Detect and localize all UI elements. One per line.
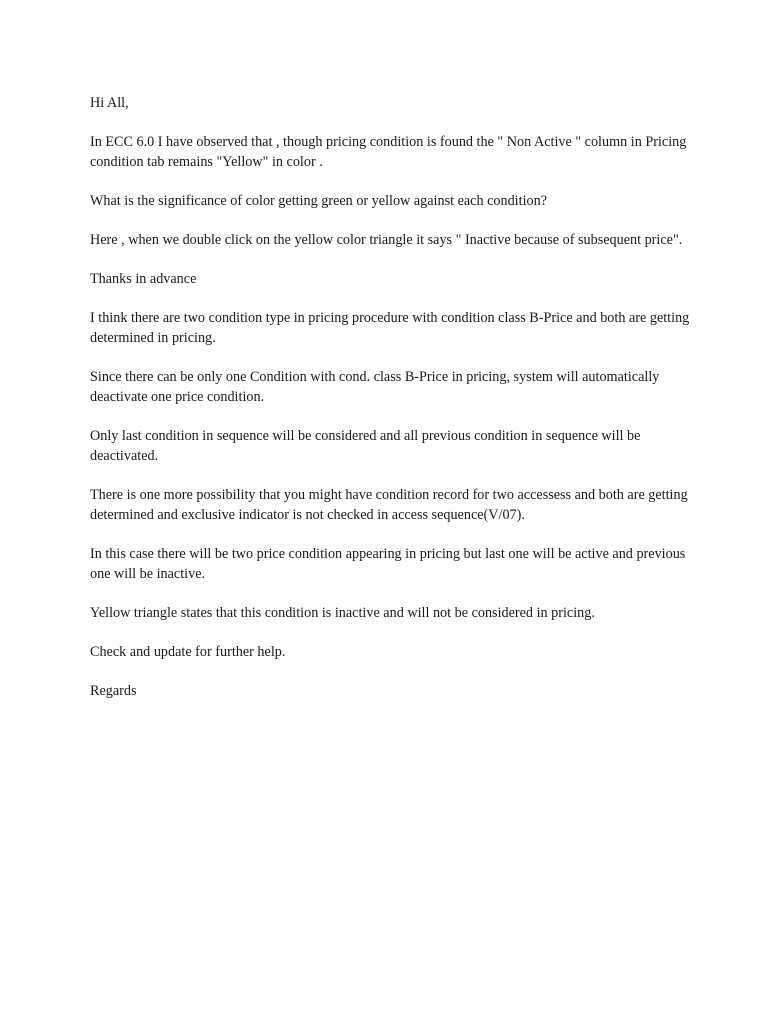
question-paragraph: Here , when we double click on the yellow color triangle it says " Inactive because of subsequent price". xyxy=(90,232,683,248)
answer-paragraph: I think there are two condition type in pricing procedure with condition class B-Price and both are getting determined in pricing. xyxy=(90,310,690,346)
greeting: Hi All, xyxy=(90,95,129,111)
question-paragraph: What is the significance of color getting green or yellow against each condition? xyxy=(90,193,547,209)
answer-paragraph: Check and update for further help. xyxy=(90,644,286,660)
answer-paragraph: Yellow triangle states that this condition is inactive and will not be considered in pricing. xyxy=(90,605,595,621)
sign-off: Regards xyxy=(90,683,137,699)
answer-paragraph: There is one more possibility that you might have condition record for two accessess and both are getting determined and exclusive indicator is not checked in access sequence(V/07). xyxy=(90,487,688,523)
document-body xyxy=(90,93,690,720)
question-paragraph: In ECC 6.0 I have observed that , though pricing condition is found the " Non Active " column in Pricing condition tab remains "Yellow" in color . xyxy=(90,134,687,170)
thanks-line: Thanks in advance xyxy=(90,271,197,287)
answer-paragraph: Since there can be only one Condition with cond. class B-Price in pricing, system will automatically deactivate one price condition. xyxy=(90,369,660,405)
answer-paragraph: Only last condition in sequence will be considered and all previous condition in sequence will be deactivated. xyxy=(90,428,641,464)
answer-paragraph: In this case there will be two price condition appearing in pricing but last one will be active and previous one will be inactive. xyxy=(90,546,686,582)
